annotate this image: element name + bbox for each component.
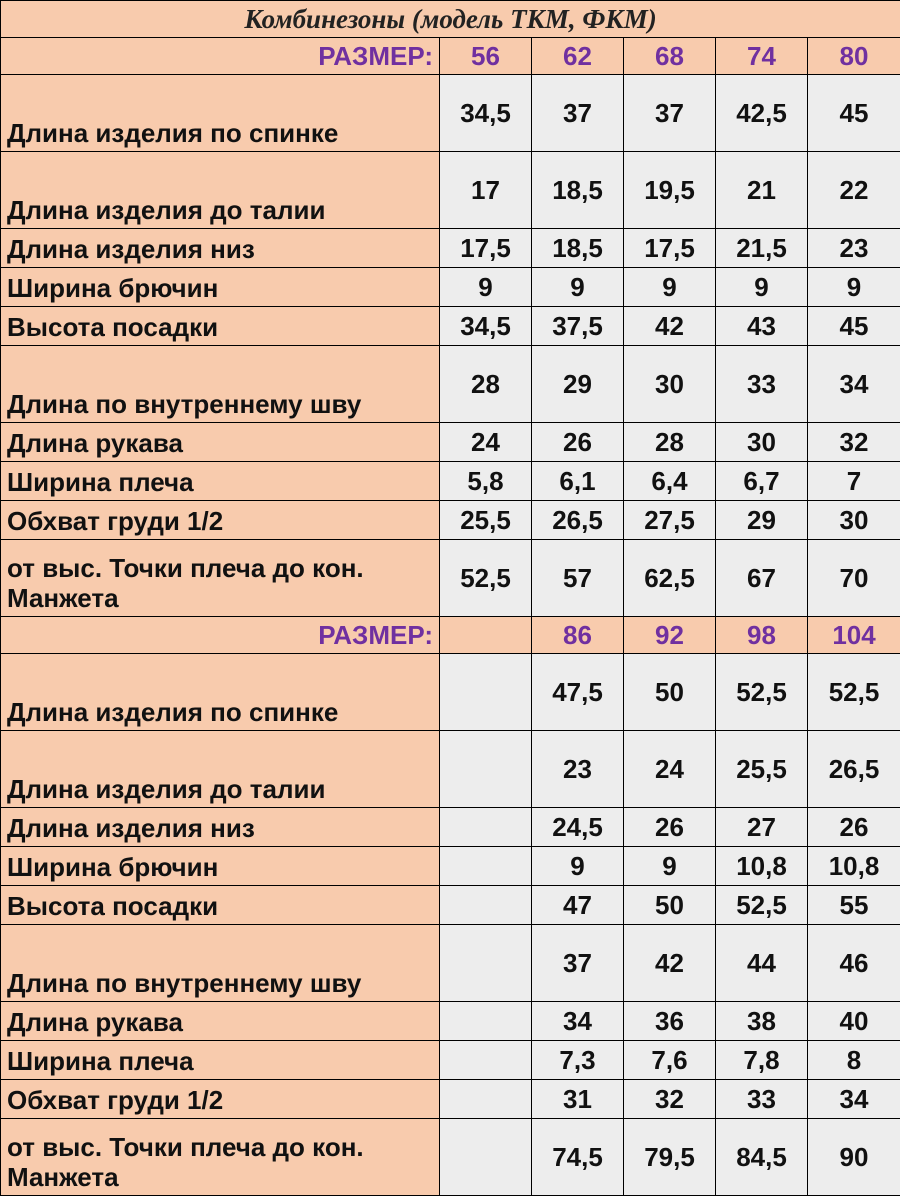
size-value: 86	[532, 617, 624, 654]
measurement-value: 90	[808, 1119, 900, 1196]
measurement-value: 7	[808, 462, 900, 501]
measurement-value: 6,4	[624, 462, 716, 501]
measurement-label: Длина рукава	[1, 423, 440, 462]
measurement-label: Длина изделия низ	[1, 808, 440, 847]
measurement-value: 32	[624, 1080, 716, 1119]
measurement-value: 42	[624, 307, 716, 346]
measurement-value: 7,3	[532, 1041, 624, 1080]
measurement-value: 50	[624, 886, 716, 925]
measurement-value: 40	[808, 1002, 900, 1041]
measurement-value: 21,5	[716, 229, 808, 268]
measurement-value: 30	[716, 423, 808, 462]
empty-value-cell	[440, 886, 532, 925]
measurement-value: 9	[440, 268, 532, 307]
measurement-value: 9	[532, 268, 624, 307]
measurement-value: 24,5	[532, 808, 624, 847]
measurement-value: 37	[532, 925, 624, 1002]
measurement-value: 52,5	[440, 540, 532, 617]
size-header-row	[1, 617, 900, 654]
measurement-value: 38	[716, 1002, 808, 1041]
measurement-value: 28	[440, 346, 532, 423]
measurement-row	[1, 1002, 900, 1041]
empty-size-cell	[440, 617, 532, 654]
table-title: Комбинезоны (модель ТКМ, ФКМ)	[1, 1, 900, 38]
measurement-value: 46	[808, 925, 900, 1002]
measurement-value: 45	[808, 307, 900, 346]
measurement-label: Высота посадки	[1, 886, 440, 925]
measurement-value: 62,5	[624, 540, 716, 617]
measurement-value: 34,5	[440, 307, 532, 346]
size-value: 56	[440, 38, 532, 75]
measurement-value: 32	[808, 423, 900, 462]
measurement-value: 7,6	[624, 1041, 716, 1080]
measurement-value: 28	[624, 423, 716, 462]
measurement-value: 37,5	[532, 307, 624, 346]
measurement-value: 23	[532, 731, 624, 808]
measurement-row	[1, 925, 900, 1002]
measurement-value: 9	[624, 268, 716, 307]
measurement-label: Длина изделия по спинке	[1, 75, 440, 152]
empty-value-cell	[440, 1041, 532, 1080]
size-value: 62	[532, 38, 624, 75]
measurement-value: 9	[532, 847, 624, 886]
measurement-label: Длина изделия низ	[1, 229, 440, 268]
measurement-value: 10,8	[716, 847, 808, 886]
size-value: 68	[624, 38, 716, 75]
size-label: РАЗМЕР:	[1, 617, 440, 654]
empty-value-cell	[440, 847, 532, 886]
measurement-row	[1, 268, 900, 307]
measurement-value: 84,5	[716, 1119, 808, 1196]
measurement-value: 34	[808, 1080, 900, 1119]
measurement-value: 18,5	[532, 152, 624, 229]
measurement-value: 27	[716, 808, 808, 847]
measurement-row	[1, 1080, 900, 1119]
measurement-row	[1, 654, 900, 731]
measurement-value: 24	[624, 731, 716, 808]
measurement-value: 8	[808, 1041, 900, 1080]
measurement-label: Обхват груди 1/2	[1, 501, 440, 540]
measurement-label: Ширина плеча	[1, 1041, 440, 1080]
measurement-value: 42,5	[716, 75, 808, 152]
measurement-value: 42	[624, 925, 716, 1002]
measurement-value: 52,5	[716, 886, 808, 925]
measurement-label: Ширина брючин	[1, 268, 440, 307]
measurement-value: 50	[624, 654, 716, 731]
measurement-value: 10,8	[808, 847, 900, 886]
measurement-value: 52,5	[716, 654, 808, 731]
measurement-value: 6,7	[716, 462, 808, 501]
measurement-value: 44	[716, 925, 808, 1002]
empty-value-cell	[440, 1119, 532, 1196]
measurement-value: 30	[624, 346, 716, 423]
measurement-value: 7,8	[716, 1041, 808, 1080]
measurement-label: Высота посадки	[1, 307, 440, 346]
measurement-value: 30	[808, 501, 900, 540]
measurement-label: Длина изделия по спинке	[1, 654, 440, 731]
measurement-value: 26	[624, 808, 716, 847]
measurement-row	[1, 731, 900, 808]
measurement-value: 79,5	[624, 1119, 716, 1196]
measurement-value: 9	[624, 847, 716, 886]
measurement-value: 47,5	[532, 654, 624, 731]
measurement-label: Длина изделия до талии	[1, 152, 440, 229]
measurement-row	[1, 423, 900, 462]
measurement-label: Ширина брючин	[1, 847, 440, 886]
measurement-value: 36	[624, 1002, 716, 1041]
measurement-value: 34	[532, 1002, 624, 1041]
measurement-value: 25,5	[440, 501, 532, 540]
measurement-row	[1, 229, 900, 268]
measurement-row	[1, 75, 900, 152]
measurement-value: 45	[808, 75, 900, 152]
measurement-value: 47	[532, 886, 624, 925]
size-value: 98	[716, 617, 808, 654]
measurement-value: 9	[716, 268, 808, 307]
measurement-value: 26,5	[532, 501, 624, 540]
measurement-label: Обхват груди 1/2	[1, 1080, 440, 1119]
measurement-row	[1, 808, 900, 847]
measurement-value: 37	[532, 75, 624, 152]
measurement-label: от выс. Точки плеча до кон. Манжета	[1, 540, 440, 617]
measurement-value: 37	[624, 75, 716, 152]
empty-value-cell	[440, 808, 532, 847]
empty-value-cell	[440, 1002, 532, 1041]
measurement-value: 23	[808, 229, 900, 268]
measurement-value: 6,1	[532, 462, 624, 501]
measurement-value: 52,5	[808, 654, 900, 731]
measurement-value: 19,5	[624, 152, 716, 229]
measurement-value: 34	[808, 346, 900, 423]
measurement-value: 17,5	[440, 229, 532, 268]
measurement-row	[1, 346, 900, 423]
empty-value-cell	[440, 654, 532, 731]
measurement-label: Длина по внутреннему шву	[1, 346, 440, 423]
measurement-value: 18,5	[532, 229, 624, 268]
measurement-value: 29	[716, 501, 808, 540]
measurement-label: Длина по внутреннему шву	[1, 925, 440, 1002]
measurement-value: 5,8	[440, 462, 532, 501]
measurement-row	[1, 540, 900, 617]
measurement-label: Ширина плеча	[1, 462, 440, 501]
measurement-value: 74,5	[532, 1119, 624, 1196]
measurement-value: 25,5	[716, 731, 808, 808]
size-value: 80	[808, 38, 900, 75]
measurement-value: 21	[716, 152, 808, 229]
measurement-value: 24	[440, 423, 532, 462]
measurement-value: 27,5	[624, 501, 716, 540]
measurement-row	[1, 462, 900, 501]
measurement-value: 34,5	[440, 75, 532, 152]
measurement-row	[1, 307, 900, 346]
measurement-value: 70	[808, 540, 900, 617]
measurement-value: 55	[808, 886, 900, 925]
size-value: 74	[716, 38, 808, 75]
measurement-label: от выс. Точки плеча до кон. Манжета	[1, 1119, 440, 1196]
measurement-value: 22	[808, 152, 900, 229]
measurement-value: 29	[532, 346, 624, 423]
measurement-value: 33	[716, 346, 808, 423]
measurement-value: 26	[532, 423, 624, 462]
measurement-row	[1, 847, 900, 886]
measurement-label: Длина изделия до талии	[1, 731, 440, 808]
measurement-value: 26	[808, 808, 900, 847]
measurement-label: Длина рукава	[1, 1002, 440, 1041]
measurement-value: 17	[440, 152, 532, 229]
measurement-row	[1, 152, 900, 229]
measurement-value: 26,5	[808, 731, 900, 808]
size-value: 104	[808, 617, 900, 654]
measurement-value: 9	[808, 268, 900, 307]
measurement-value: 33	[716, 1080, 808, 1119]
measurement-value: 17,5	[624, 229, 716, 268]
measurement-value: 31	[532, 1080, 624, 1119]
empty-value-cell	[440, 731, 532, 808]
measurement-row	[1, 1041, 900, 1080]
measurement-row	[1, 886, 900, 925]
size-header-row	[1, 38, 900, 75]
measurement-row	[1, 1119, 900, 1196]
measurement-row	[1, 501, 900, 540]
measurement-value: 67	[716, 540, 808, 617]
measurement-value: 57	[532, 540, 624, 617]
empty-value-cell	[440, 925, 532, 1002]
size-value: 92	[624, 617, 716, 654]
size-label: РАЗМЕР:	[1, 38, 440, 75]
empty-value-cell	[440, 1080, 532, 1119]
measurement-value: 43	[716, 307, 808, 346]
